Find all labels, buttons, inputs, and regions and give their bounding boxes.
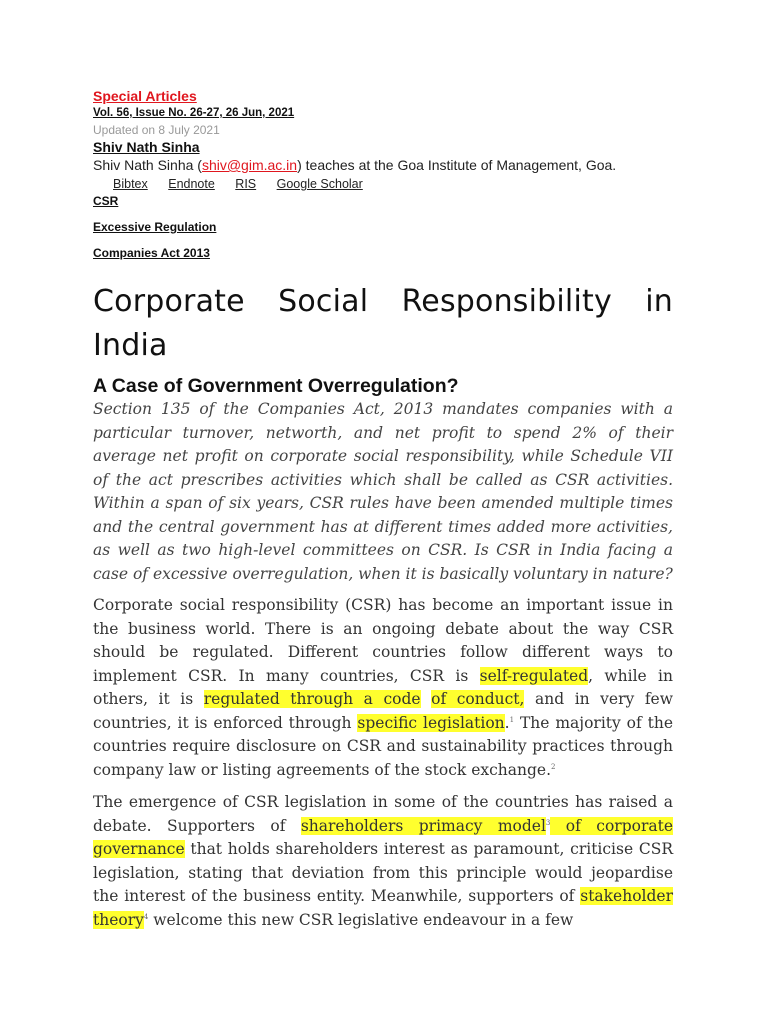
text-run: welcome this new CSR legislative endeavour in a few bbox=[148, 910, 574, 929]
highlight-self-regulated[interactable]: self-regulated bbox=[479, 666, 589, 685]
body-paragraph-2 bbox=[93, 791, 673, 932]
author-link[interactable]: Shiv Nath Sinha bbox=[93, 139, 200, 155]
author-bio bbox=[93, 156, 673, 175]
highlight-corporate-governance[interactable]: of corporate governance bbox=[93, 816, 673, 858]
endnote-link[interactable]: Endnote bbox=[168, 177, 215, 191]
article-title: Corporate Social Responsibility in India bbox=[93, 284, 673, 363]
highlight-of-conduct[interactable]: of conduct, bbox=[431, 690, 525, 708]
issue-link[interactable]: Vol. 56, Issue No. 26-27, 26 Jun, 2021 bbox=[93, 107, 295, 119]
tag-excessive-regulation[interactable]: Excessive Regulation bbox=[93, 220, 217, 234]
text-run bbox=[421, 690, 432, 708]
text-run: The majority of the countries require disclosure on CSR and sustainability practices through company law or listing agreements of the stock exchange. bbox=[93, 713, 673, 779]
author-email-link[interactable]: shiv@gim.ac.in bbox=[201, 157, 298, 173]
text-run: The emergence of CSR legislation in some of the countries has raised a debate. Supporters of bbox=[93, 793, 673, 835]
article-abstract: Section 135 of the Companies Act, 2013 mandates companies with a particular turnover, networth, and net profit to spend 2% of their average net profit on corporate social responsibility, while Schedule VII of the act prescribes activities which shall be called as CSR activities. Within a span of six years, CSR rules have been amended multiple times and the central government has at different times added more activities, as well as two high-level committees on CSR. Is CSR in India facing a case of excessive overregulation, when it is basically voluntary in nature? bbox=[93, 400, 673, 583]
highlight-regulated-code[interactable]: regulated through a code bbox=[203, 690, 421, 708]
article-column bbox=[93, 88, 673, 941]
updated-date: Updated on 8 July 2021 bbox=[93, 123, 220, 137]
citation-links bbox=[113, 175, 673, 193]
bio-prefix: Shiv Nath Sinha ( bbox=[93, 157, 202, 173]
tag-companies-act[interactable]: Companies Act 2013 bbox=[93, 246, 210, 260]
article-subtitle: A Case of Government Overregulation? bbox=[93, 375, 459, 397]
footnote-4[interactable]: 4 bbox=[143, 912, 149, 921]
bibtex-link[interactable]: Bibtex bbox=[113, 177, 148, 191]
text-run: , while in others, it is bbox=[93, 666, 673, 708]
footnote-3[interactable]: 3 bbox=[545, 818, 551, 827]
text-run: Corporate social responsibility (CSR) has become an important issue in the business world. There is an ongoing debate about the way CSR should be regulated. Different countries follow different ways to implement CSR. In many countries, CSR is bbox=[93, 596, 673, 685]
footnote-1[interactable]: 1 bbox=[509, 715, 515, 724]
ris-link[interactable]: RIS bbox=[235, 177, 257, 191]
text-run: . bbox=[504, 713, 510, 732]
footnote-2[interactable]: 2 bbox=[551, 762, 556, 771]
body-paragraph-1 bbox=[93, 594, 673, 782]
text-run: and in very few countries, it is enforced through bbox=[93, 690, 673, 732]
highlight-stakeholder-theory[interactable]: stakeholder theory bbox=[93, 887, 673, 929]
google-scholar-link[interactable]: Google Scholar bbox=[276, 177, 363, 191]
highlight-shareholders-primacy[interactable]: shareholders primacy model bbox=[300, 816, 546, 835]
bio-suffix: ) teaches at the Goa Institute of Management, Goa. bbox=[297, 157, 617, 173]
text-run: that holds shareholders interest as paramount, criticise CSR legislation, stating that deviation from this principle would jeopardise the interest of the business entity. Meanwhile, supporters of bbox=[93, 840, 673, 905]
tag-csr[interactable]: CSR bbox=[93, 194, 119, 208]
section-link[interactable]: Special Articles bbox=[93, 88, 197, 104]
highlight-specific-legislation[interactable]: specific legislation bbox=[357, 713, 505, 732]
